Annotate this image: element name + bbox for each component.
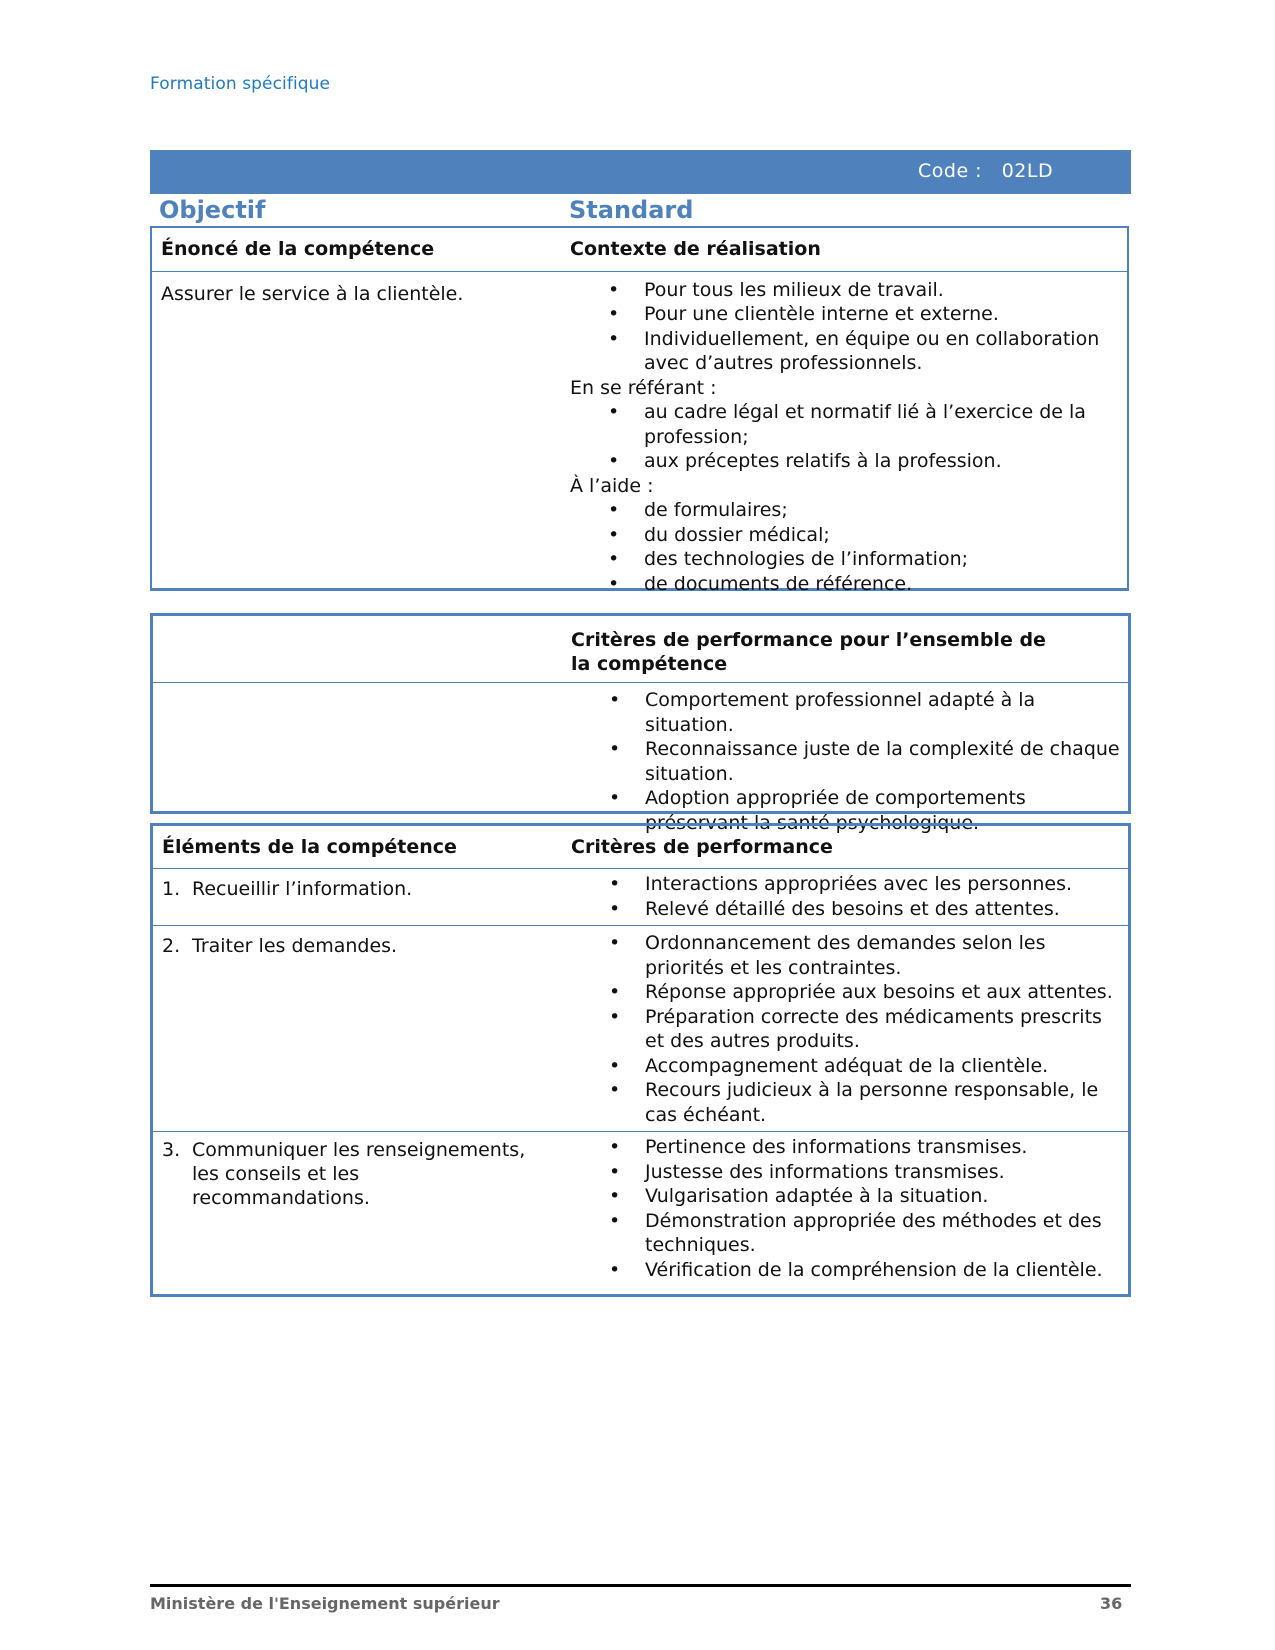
bullet-icon: • <box>609 1258 621 1281</box>
list-item: • Recours judicieux à la personne responsable, le cas échéant. <box>609 1079 1099 1126</box>
elements-header: Éléments de la compétence <box>162 836 457 858</box>
bullet-icon: • <box>609 1136 621 1158</box>
list-item: • Préparation correcte des médicaments prescrits et des autres produits. <box>609 1005 1102 1052</box>
list-item: • Reconnaissance juste de la complexité de chaque situation. <box>609 738 1120 785</box>
criteria-list <box>571 872 1120 921</box>
criteria-cell <box>563 869 1128 925</box>
statement-context-table <box>150 226 1129 595</box>
criteria-header: Critères de performance <box>571 836 833 858</box>
element-list <box>162 934 563 958</box>
statement-header: Énoncé de la compétence <box>161 238 435 260</box>
overall-criteria-table <box>150 613 1131 834</box>
list-item: • Comportement professionnel adapté à la situation. <box>609 689 1036 736</box>
bullet-icon: • <box>608 499 620 521</box>
overall-criteria-content <box>563 683 1128 834</box>
list-item: • Accompagnement adéquat de la clientèle. <box>609 1054 1049 1077</box>
list-item: • Vérification de la compréhension de la clientèle. <box>609 1258 1103 1281</box>
aid-list <box>570 498 1119 596</box>
bullet-icon: • <box>609 689 621 711</box>
footer-publisher: Ministère de l'Enseignement supérieur <box>150 1594 500 1613</box>
element-list <box>162 877 563 901</box>
element-item: 1. Recueillir l’information. <box>162 878 413 900</box>
referring-label: En se référant : <box>570 376 717 399</box>
bullet-icon: • <box>609 897 621 920</box>
list-item: • Vulgarisation adaptée à la situation. <box>609 1185 989 1207</box>
list-item: • aux préceptes relatifs à la profession. <box>608 450 1002 472</box>
element-list <box>162 1138 533 1210</box>
list-item: • Relevé détaillé des besoins et des attentes. <box>609 897 1060 920</box>
list-item: • Démonstration appropriée des méthodes et des techniques. <box>609 1209 1102 1256</box>
bullet-icon: • <box>608 278 620 301</box>
table-header-row <box>152 228 1127 272</box>
bullet-icon: • <box>608 548 620 570</box>
objectif-title: Objectif <box>159 196 266 224</box>
criteria-list <box>571 931 1120 1127</box>
list-item: • Individuellement, en équipe ou en collaboration avec d’autres professionnels. <box>608 327 1100 374</box>
table-row <box>153 869 1128 926</box>
list-item: • Adoption appropriée de comportements préservant la santé psychologique. <box>609 787 1026 834</box>
list-item: • Réponse appropriée aux besoins et aux attentes. <box>609 981 1113 1003</box>
empty-cell <box>153 683 563 811</box>
bullet-icon: • <box>609 1079 621 1101</box>
bullet-icon: • <box>609 1005 621 1028</box>
bullet-icon: • <box>609 1160 621 1183</box>
table-row <box>152 272 1127 595</box>
list-item: • Pour une clientèle interne et externe. <box>608 303 999 325</box>
bullet-icon: • <box>608 303 620 325</box>
empty-header-cell <box>153 616 563 682</box>
referring-list <box>570 400 1119 474</box>
competency-code <box>918 160 1053 182</box>
bullet-icon: • <box>608 523 620 546</box>
competency-statement: Assurer le service à la clientèle. <box>161 282 464 305</box>
overall-criteria-list <box>571 688 1120 835</box>
element-cell <box>153 926 563 1131</box>
aid-label: À l’aide : <box>570 474 654 497</box>
criteria-cell <box>563 926 1128 1131</box>
context-list <box>570 278 1119 376</box>
bullet-icon: • <box>609 1185 621 1207</box>
list-item: • de documents de référence. <box>608 572 913 595</box>
table-row <box>153 1132 1128 1294</box>
element-item: 2. Traiter les demandes. <box>162 935 398 957</box>
code-value: 02LD <box>1001 160 1054 182</box>
element-cell <box>153 869 563 925</box>
page-number: 36 <box>1100 1594 1123 1613</box>
list-item: • Justesse des informations transmises. <box>609 1160 1005 1183</box>
elements-criteria-table <box>150 823 1131 1297</box>
table-row <box>153 926 1128 1132</box>
bullet-icon: • <box>609 787 621 809</box>
table-header-row <box>153 826 1128 869</box>
context-content <box>562 272 1127 595</box>
criteria-list <box>571 1135 1120 1282</box>
table-row <box>153 683 1128 834</box>
bullet-icon: • <box>608 401 620 423</box>
overall-criteria-header: Critères de performance pour l’ensemble de la compétence <box>571 629 1046 675</box>
footer-divider <box>150 1584 1131 1587</box>
bullet-icon: • <box>608 327 620 350</box>
element-item: 3. Communiquer les renseignements, les conseils et les recommandations. <box>162 1139 526 1209</box>
running-title: Formation spécifique <box>150 74 331 94</box>
code-label: Code : <box>918 160 983 182</box>
bullet-icon: • <box>609 1054 621 1077</box>
table-header-row <box>153 616 1128 683</box>
element-cell <box>153 1132 563 1294</box>
list-item: • Ordonnancement des demandes selon les priorités et les contraintes. <box>609 932 1046 979</box>
code-banner <box>150 150 1131 194</box>
bullet-icon: • <box>609 738 621 760</box>
list-item: • du dossier médical; <box>608 523 830 546</box>
list-item: • au cadre légal et normatif lié à l’exercice de la profession; <box>608 401 1086 448</box>
standard-title: Standard <box>569 196 694 224</box>
list-item: • de formulaires; <box>608 499 788 521</box>
bullet-icon: • <box>609 1209 621 1232</box>
bullet-icon: • <box>609 932 621 954</box>
context-header: Contexte de réalisation <box>570 238 821 260</box>
bullet-icon: • <box>608 572 620 595</box>
list-item: • Interactions appropriées avec les personnes. <box>609 873 1073 895</box>
list-item: • Pour tous les milieux de travail. <box>608 278 944 301</box>
bullet-icon: • <box>609 873 621 895</box>
list-item: • Pertinence des informations transmises. <box>609 1136 1028 1158</box>
list-item: • des technologies de l’information; <box>608 548 969 570</box>
criteria-cell <box>563 1132 1128 1294</box>
bullet-icon: • <box>608 450 620 472</box>
section-titles <box>150 194 1131 228</box>
bullet-icon: • <box>609 981 621 1003</box>
